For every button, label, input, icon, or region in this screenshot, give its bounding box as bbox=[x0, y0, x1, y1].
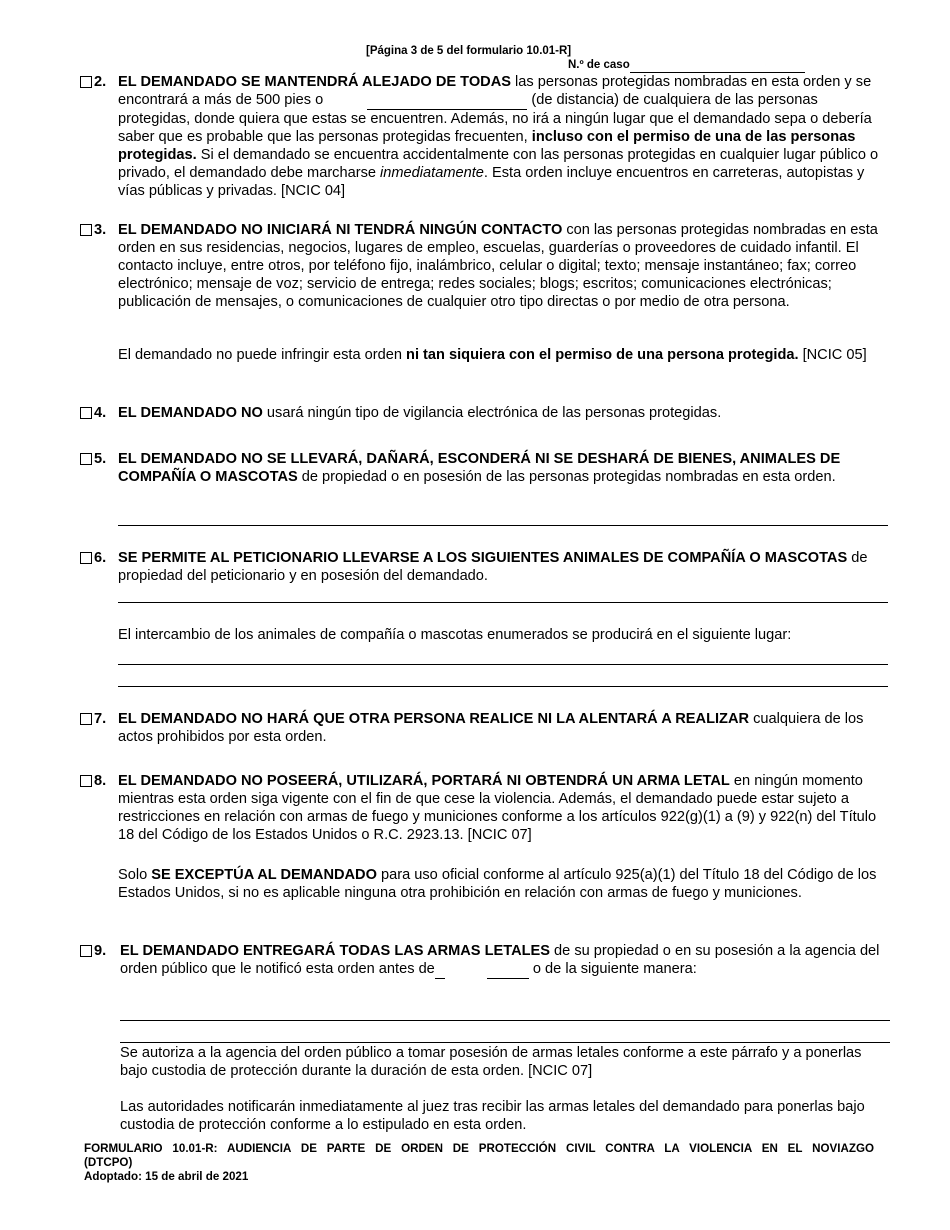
adopted-date: Adoptado: 15 de abril de 2021 bbox=[84, 1170, 249, 1183]
item-9-number: 9. bbox=[94, 943, 107, 959]
item-6-body: de propiedad del peticionario y en posesión del demandado. bbox=[118, 550, 868, 584]
item-2-heading: EL DEMANDADO SE MANTENDRÁ ALEJADO DE TODAS bbox=[118, 74, 511, 90]
item-5-body: de propiedad o en posesión de las personas protegidas nombradas en esta orden. bbox=[297, 469, 836, 485]
item-6-checkbox[interactable] bbox=[80, 552, 92, 564]
page-number-label: [Página 3 de 5 del formulario 10.01-R] bbox=[366, 45, 572, 57]
item-3-checkbox[interactable] bbox=[80, 224, 92, 236]
item-6-text bbox=[118, 549, 890, 585]
item-5-checkbox[interactable] bbox=[80, 453, 92, 465]
item-7-no-third-party bbox=[80, 710, 890, 750]
item-8-p2-body: para uso oficial conforme al artículo 925(a)(1) del Título 18 del Código de los Estados Unidos, si no es aplicable ninguna otra prohibición en relación con armas de fuego y municiones. bbox=[118, 867, 877, 901]
item-3-paragraph-2 bbox=[118, 346, 890, 364]
item-4-no-surveillance bbox=[80, 404, 890, 424]
item-9-surrender-weapons bbox=[80, 942, 890, 982]
item-5-fill-line[interactable] bbox=[118, 525, 888, 526]
item-7-body: cualquiera de los actos prohibidos por esta orden. bbox=[118, 711, 864, 745]
item-8-heading: EL DEMANDADO NO POSEERÁ, UTILIZARÁ, PORTARÁ NI OBTENDRÁ UN ARMA LETAL bbox=[118, 773, 730, 789]
item-2-text-d: . Esta orden incluye encuentros en carreteras, autopistas y vías públicas y privadas. [NCIC 04] bbox=[118, 165, 865, 199]
item-4-body: usará ningún tipo de vigilancia electrónica de las personas protegidas. bbox=[262, 405, 722, 421]
item-2-text-a: las personas protegidas nombradas en esta orden y se encontrará a más de 500 pies o bbox=[118, 74, 872, 108]
form-title-line-2: (DTCPO) bbox=[84, 1156, 133, 1169]
item-9-authorization: Se autoriza a la agencia del orden público a tomar posesión de armas letales conforme a este párrafo y a ponerlas bajo custodia de protección durante la duración de esta orden. [NCIC 07] bbox=[120, 1045, 862, 1079]
item-4-text bbox=[118, 404, 890, 422]
item-9-text bbox=[120, 942, 890, 979]
item-3-p2-emphasis: ni tan siquiera con el permiso de una persona protegida. bbox=[406, 347, 799, 363]
item-9-body: de su propiedad o en su posesión a la agencia del orden público que le notificó esta orden antes de bbox=[120, 943, 880, 977]
item-7-heading: EL DEMANDADO NO HARÁ QUE OTRA PERSONA REALICE NI LA ALENTARÁ A REALIZAR bbox=[118, 711, 750, 727]
item-5-text bbox=[118, 450, 890, 486]
item-8-body: en ningún momento mientras esta orden siga vigente con el fin de que cese la violencia. Además, el demandado puede estar sujeto a restricciones en relación con armas de fuego y municiones conforme a los artículos 922(g)(1) a (9) y 922(n) del Título 18 del Código de los Estados Unidos o R.C. 2923.13. [NCIC 07] bbox=[118, 773, 877, 843]
item-5-property bbox=[80, 450, 890, 510]
item-2-text bbox=[118, 73, 890, 200]
item-6-pets bbox=[80, 549, 890, 589]
form-title-line-1: FORMULARIO 10.01-R: AUDIENCIA DE PARTE DE ORDEN DE PROTECCIÓN CIVIL CONTRA LA VIOLENCIA EN EL NOVIAZGO bbox=[84, 1142, 874, 1155]
item-6-number: 6. bbox=[94, 550, 107, 566]
item-5-heading: EL DEMANDADO NO SE LLEVARÁ, DAÑARÁ, ESCONDERÁ NI SE DESHARÁ DE BIENES, ANIMALES DE COMPAÑÍA O MASCOTAS bbox=[118, 451, 841, 485]
item-3-number: 3. bbox=[94, 222, 107, 238]
item-8-exception bbox=[118, 866, 890, 902]
item-2-text-b: (de distancia) de cualquiera de las personas protegidas, donde quiera que estas se encuentren. Además, no irá a ningún lugar que el demandado sepa o debería saber que es probable que las personas protegidas frecuenten, bbox=[118, 92, 872, 145]
item-9-heading: EL DEMANDADO ENTREGARÁ TODAS LAS ARMAS LETALES bbox=[120, 943, 550, 959]
item-2-emphasis: incluso con el permiso de una de las personas protegidas. bbox=[118, 129, 856, 163]
item-3-body: con las personas protegidas nombradas en esta orden en sus residencias, negocios, lugares de empleo, escuelas, guarderías o proveedores de cuidado infantil. El contacto incluye, entre otros, por teléfono fijo, inalámbrico, celular o digital; texto; mensaje instantáneo; fax; correo electrónico; mensaje de voz; servicio de entrega; redes sociales; blogs; escritos; comunicaciones electrónicas; publicación de mensajes, o comunicaciones de cualquier otro tipo directas o por medio de otra persona. bbox=[118, 222, 878, 310]
item-9-checkbox[interactable] bbox=[80, 945, 92, 957]
item-2-italic: inmediatamente bbox=[380, 165, 484, 181]
item-8-p2-text: Solo bbox=[118, 867, 152, 883]
item-9-date-blank[interactable] bbox=[435, 960, 445, 979]
item-3-text bbox=[118, 221, 890, 311]
item-3-heading: EL DEMANDADO NO INICIARÁ NI TENDRÁ NINGÚN CONTACTO bbox=[118, 222, 563, 238]
item-4-number: 4. bbox=[94, 405, 107, 421]
item-8-text bbox=[118, 772, 890, 844]
item-9-body-end: o de la siguiente manera: bbox=[528, 961, 697, 977]
item-6-heading: SE PERMITE AL PETICIONARIO LLEVARSE A LOS SIGUIENTES ANIMALES DE COMPAÑÍA O MASCOTAS bbox=[118, 550, 848, 566]
item-8-no-weapon bbox=[80, 772, 890, 847]
item-8-p2-emphasis: SE EXCEPTÚA AL DEMANDADO bbox=[151, 867, 377, 883]
item-3-p2-ncic: [NCIC 05] bbox=[798, 347, 867, 363]
item-7-text bbox=[118, 710, 890, 746]
item-7-number: 7. bbox=[94, 711, 107, 727]
item-8-number: 8. bbox=[94, 773, 107, 789]
item-2-distance-blank[interactable] bbox=[367, 91, 527, 110]
item-9-fill-line-2[interactable] bbox=[120, 1042, 890, 1043]
item-6-exchange-line-1[interactable] bbox=[118, 664, 888, 665]
item-6-exchange-text: El intercambio de los animales de compañía o mascotas enumerados se producirá en el siguiente lugar: bbox=[118, 627, 792, 643]
item-2-checkbox[interactable] bbox=[80, 76, 92, 88]
item-9-notification: Las autoridades notificarán inmediatamente al juez tras recibir las armas letales del demandado para ponerlas bajo custodia de protección conforme a lo estipulado en esta orden. bbox=[120, 1099, 865, 1133]
item-2-number: 2. bbox=[94, 74, 107, 90]
case-number-blank[interactable] bbox=[630, 59, 805, 73]
item-5-number: 5. bbox=[94, 451, 107, 467]
case-number-field[interactable] bbox=[568, 59, 805, 73]
item-7-checkbox[interactable] bbox=[80, 713, 92, 725]
form-footer bbox=[84, 1142, 874, 1184]
item-6-fill-line[interactable] bbox=[118, 602, 888, 603]
item-3-p2-text: El demandado no puede infringir esta orden bbox=[118, 347, 407, 363]
item-9-date-blank-2[interactable] bbox=[487, 960, 529, 979]
item-6-exchange-line-2[interactable] bbox=[118, 686, 888, 687]
case-number-label: N.º de caso bbox=[568, 59, 630, 71]
item-9-fill-line-1[interactable] bbox=[120, 1020, 890, 1021]
item-8-checkbox[interactable] bbox=[80, 775, 92, 787]
item-4-checkbox[interactable] bbox=[80, 407, 92, 419]
item-4-heading: EL DEMANDADO NO bbox=[118, 405, 263, 421]
item-2-text-c: Si el demandado se encuentra accidentalmente con las personas protegidas en cualquier lugar público o privado, el demandado debe marcharse bbox=[118, 147, 879, 181]
item-2-stay-away bbox=[80, 73, 890, 203]
